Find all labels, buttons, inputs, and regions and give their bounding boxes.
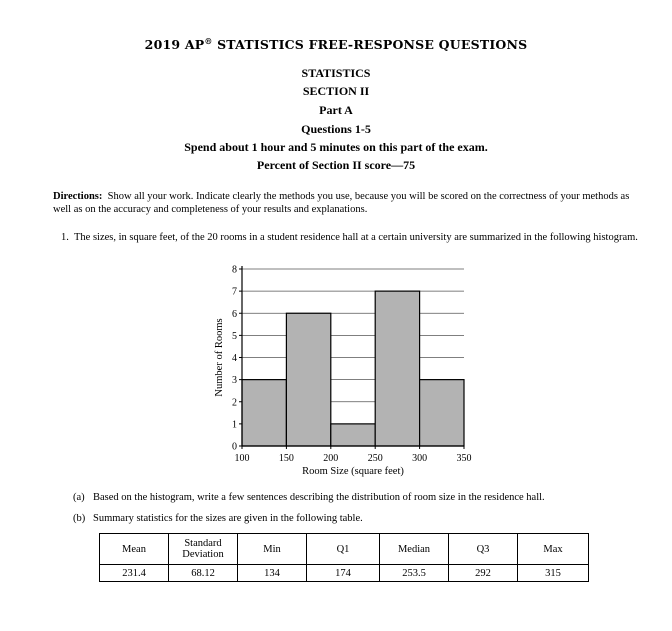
part-a (73, 492, 653, 503)
header-median: Median (380, 534, 449, 565)
header-mean: Mean (100, 534, 169, 565)
summary-statistics-table (99, 533, 589, 582)
histogram-bar (420, 380, 464, 446)
value-q1: 174 (307, 565, 380, 582)
question-text: The sizes, in square feet, of the 20 rooms in a student residence hall at a certain university are summarized in the following histogram. (74, 232, 638, 243)
header-q1: Q1 (307, 534, 380, 565)
score-percent: Percent of Section II score—75 (256, 158, 416, 172)
y-ticks (232, 265, 242, 453)
histogram-bar (286, 313, 330, 446)
x-tick-label: 150 (278, 453, 294, 464)
value-median: 253.5 (380, 565, 449, 582)
x-tick-label: 350 (456, 453, 472, 464)
part-a-label: (a) (73, 492, 85, 503)
question-number: 1. (61, 232, 69, 243)
question-1 (61, 231, 641, 244)
x-axis-label: Room Size (square feet) (302, 466, 404, 477)
y-tick-label: 1 (232, 419, 237, 431)
histogram-bar (242, 380, 286, 446)
time-instruction: Spend about 1 hour and 5 minutes on this part of the exam. (184, 140, 488, 154)
subject-title: STATISTICS (301, 66, 371, 80)
y-tick-label: 4 (232, 353, 237, 364)
x-tick-label: 300 (412, 453, 428, 464)
directions-label: Directions: (53, 191, 103, 202)
part-a-text: Based on the histogram, write a few sentences describing the distribution of room size in the residence hall. (93, 492, 545, 503)
header-q3: Q3 (449, 534, 518, 565)
header-standard-deviation: Standard Deviation (169, 534, 238, 565)
value-max: 315 (518, 565, 589, 582)
y-tick-label: 3 (232, 375, 237, 387)
header-max: Max (518, 534, 589, 565)
part-b (73, 513, 653, 524)
x-tick-label: 100 (234, 453, 250, 464)
value-mean: 231.4 (100, 565, 169, 582)
x-tick-label: 250 (367, 453, 383, 464)
value-standard-deviation: 68.12 (169, 565, 238, 582)
value-q3: 292 (449, 565, 518, 582)
y-tick-label: 6 (232, 308, 237, 320)
y-tick-label: 5 (232, 330, 237, 342)
y-tick-label: 7 (232, 286, 237, 298)
histogram-chart (200, 258, 480, 482)
bars (242, 291, 464, 446)
directions (53, 190, 633, 216)
y-tick-label: 8 (232, 264, 237, 276)
directions-text: Show all your work. Indicate clearly the methods you use, because you will be scored on the correctness of your methods as well as on the accuracy and completeness of your results and explanations. (53, 191, 630, 215)
table-header-row (100, 534, 589, 565)
x-tick-label: 200 (323, 453, 339, 464)
part-b-label: (b) (73, 513, 86, 524)
header-suffix: STATISTICS FREE-RESPONSE QUESTIONS (212, 37, 528, 53)
value-min: 134 (238, 565, 307, 582)
histogram-bar (375, 291, 419, 446)
registered-mark: ® (204, 36, 213, 46)
part-title: Part A (319, 103, 353, 117)
header-prefix: 2019 AP (144, 37, 205, 53)
y-tick-label: 0 (232, 441, 237, 453)
questions-range: Questions 1-5 (301, 122, 371, 136)
header-min: Min (238, 534, 307, 565)
x-ticks (235, 446, 472, 464)
part-b-text: Summary statistics for the sizes are given in the following table. (93, 513, 363, 524)
section-title: SECTION II (302, 84, 370, 98)
table-value-row (100, 565, 589, 582)
y-tick-label: 2 (232, 397, 237, 409)
page-header (0, 36, 672, 52)
histogram-bar (331, 424, 375, 446)
y-axis-label: Number of Rooms (214, 318, 225, 397)
